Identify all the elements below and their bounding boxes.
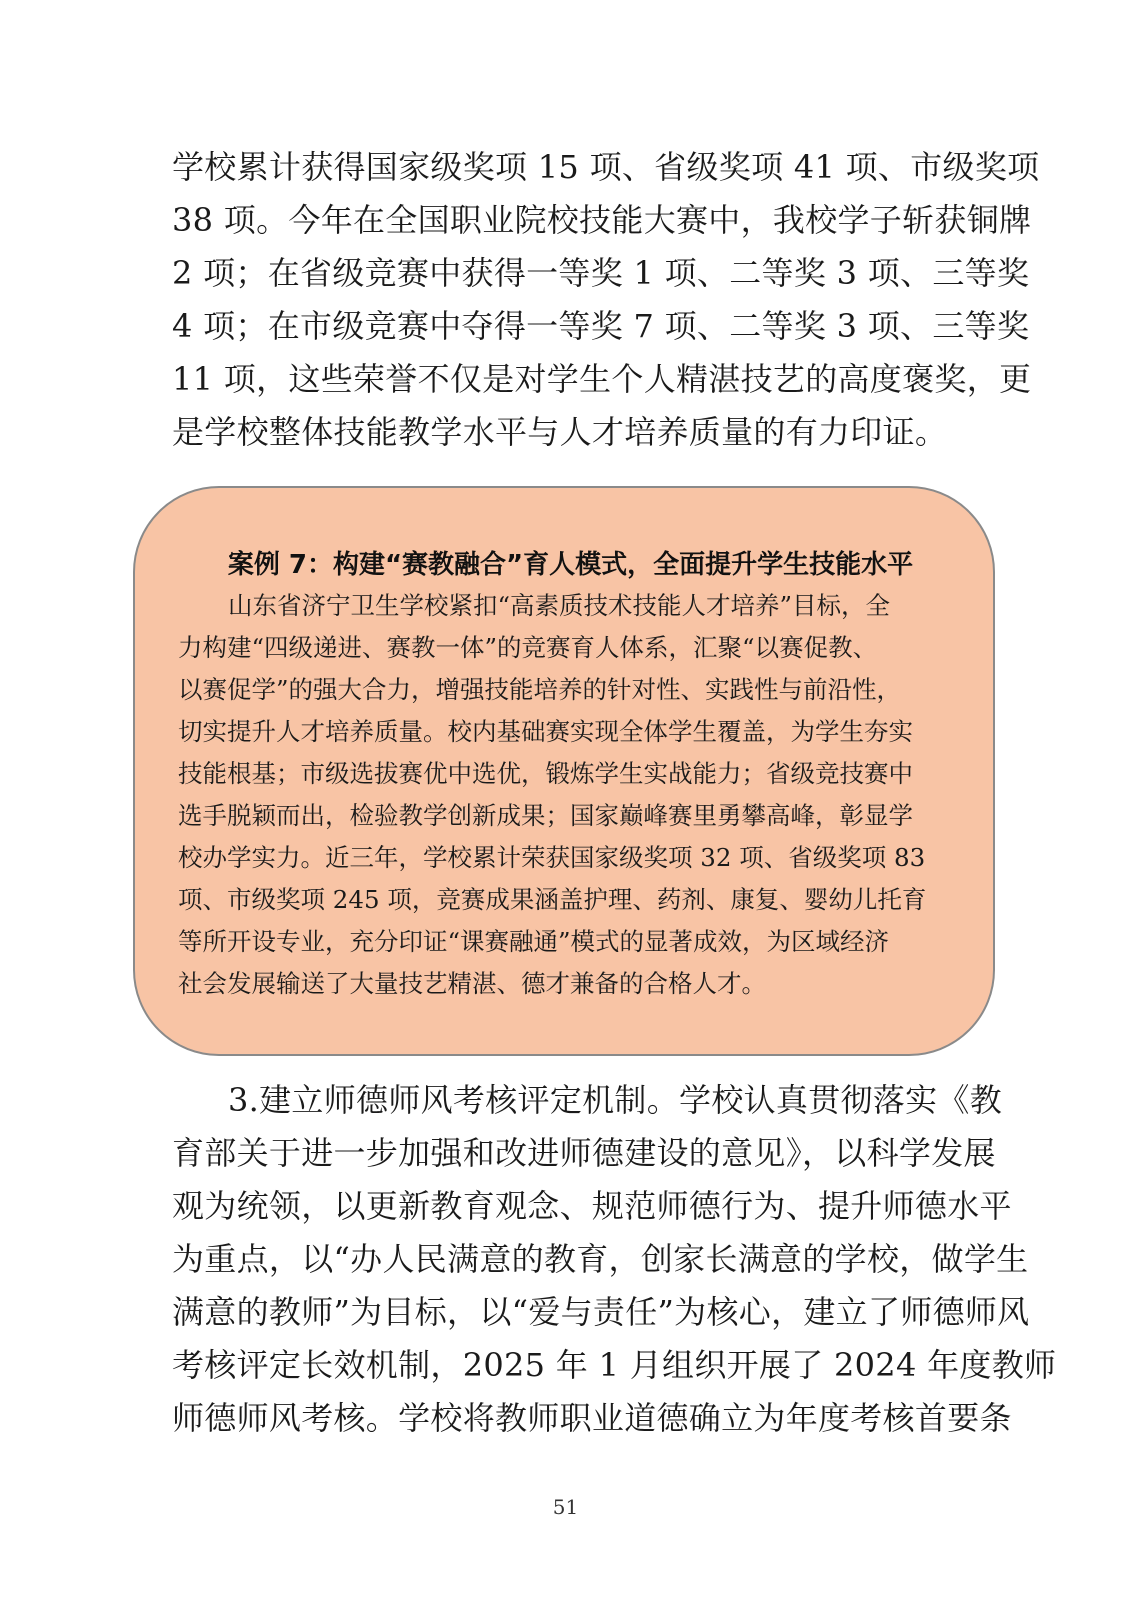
body-text-line: 2 项；在省级竞赛中获得一等奖 1 项、二等奖 3 项、三等奖 <box>172 254 1030 292</box>
body-text-line: 观为统领，以更新教育观念、规范师德行为、提升师德水平 <box>172 1187 1012 1225</box>
body-text-line: 是学校整体技能教学水平与人才培养质量的有力印证。 <box>172 413 948 451</box>
body-text-line: 38 项。今年在全国职业院校技能大赛中，我校学子斩获铜牌 <box>172 201 1032 239</box>
case-study-line: 力构建“四级递进、赛教一体”的竞赛育人体系，汇聚“以赛促教、 <box>178 633 878 662</box>
body-text-line: 为重点，以“办人民满意的教育，创家长满意的学校，做学生 <box>172 1240 1029 1278</box>
case-study-line: 切实提升人才培养质量。校内基础赛实现全体学生覆盖，为学生夯实 <box>178 717 913 746</box>
body-text-line: 满意的教师”为目标，以“爱与责任”为核心，建立了师德师风 <box>172 1293 1030 1331</box>
case-study-line: 山东省济宁卫生学校紧扣“高素质技术技能人才培养”目标，全 <box>228 591 891 620</box>
case-study-line: 社会发展输送了大量技艺精湛、德才兼备的合格人才。 <box>178 969 766 998</box>
case-study-line: 等所开设专业，充分印证“课赛融通”模式的显著成效，为区域经济 <box>178 927 890 956</box>
page-number: 51 <box>552 1495 579 1519</box>
case-study-line: 技能根基；市级选拔赛优中选优，锻炼学生实战能力；省级竞技赛中 <box>178 759 913 788</box>
case-study-line: 以赛促学”的强大合力，增强技能培养的针对性、实践性与前沿性， <box>178 675 902 704</box>
body-text-line: 3.建立师德师风考核评定机制。学校认真贯彻落实《教 <box>228 1081 1003 1119</box>
body-text-line: 学校累计获得国家级奖项 15 项、省级奖项 41 项、市级奖项 <box>172 148 1040 186</box>
body-text-line: 育部关于进一步加强和改进师德建设的意见》，以科学发展 <box>172 1134 996 1172</box>
body-text-line: 4 项；在市级竞赛中夺得一等奖 7 项、二等奖 3 项、三等奖 <box>172 307 1030 345</box>
body-text-line: 师德师风考核。学校将教师职业道德确立为年度考核首要条 <box>172 1399 1012 1437</box>
case-study-line: 选手脱颖而出，检验教学创新成果；国家巅峰赛里勇攀高峰，彰显学 <box>178 801 913 830</box>
case-study-line: 校办学实力。近三年，学校累计荣获国家级奖项 32 项、省级奖项 83 <box>178 843 926 872</box>
case-study-line: 项、市级奖项 245 项，竞赛成果涵盖护理、药剂、康复、婴幼儿托育 <box>178 885 927 914</box>
body-text-line: 考核评定长效机制，2025 年 1 月组织开展了 2024 年度教师 <box>172 1346 1057 1384</box>
body-text-line: 11 项，这些荣誉不仅是对学生个人精湛技艺的高度褒奖，更 <box>172 360 1032 398</box>
case-study-title: 案例 7：构建“赛教融合”育人模式，全面提升学生技能水平 <box>227 550 914 580</box>
